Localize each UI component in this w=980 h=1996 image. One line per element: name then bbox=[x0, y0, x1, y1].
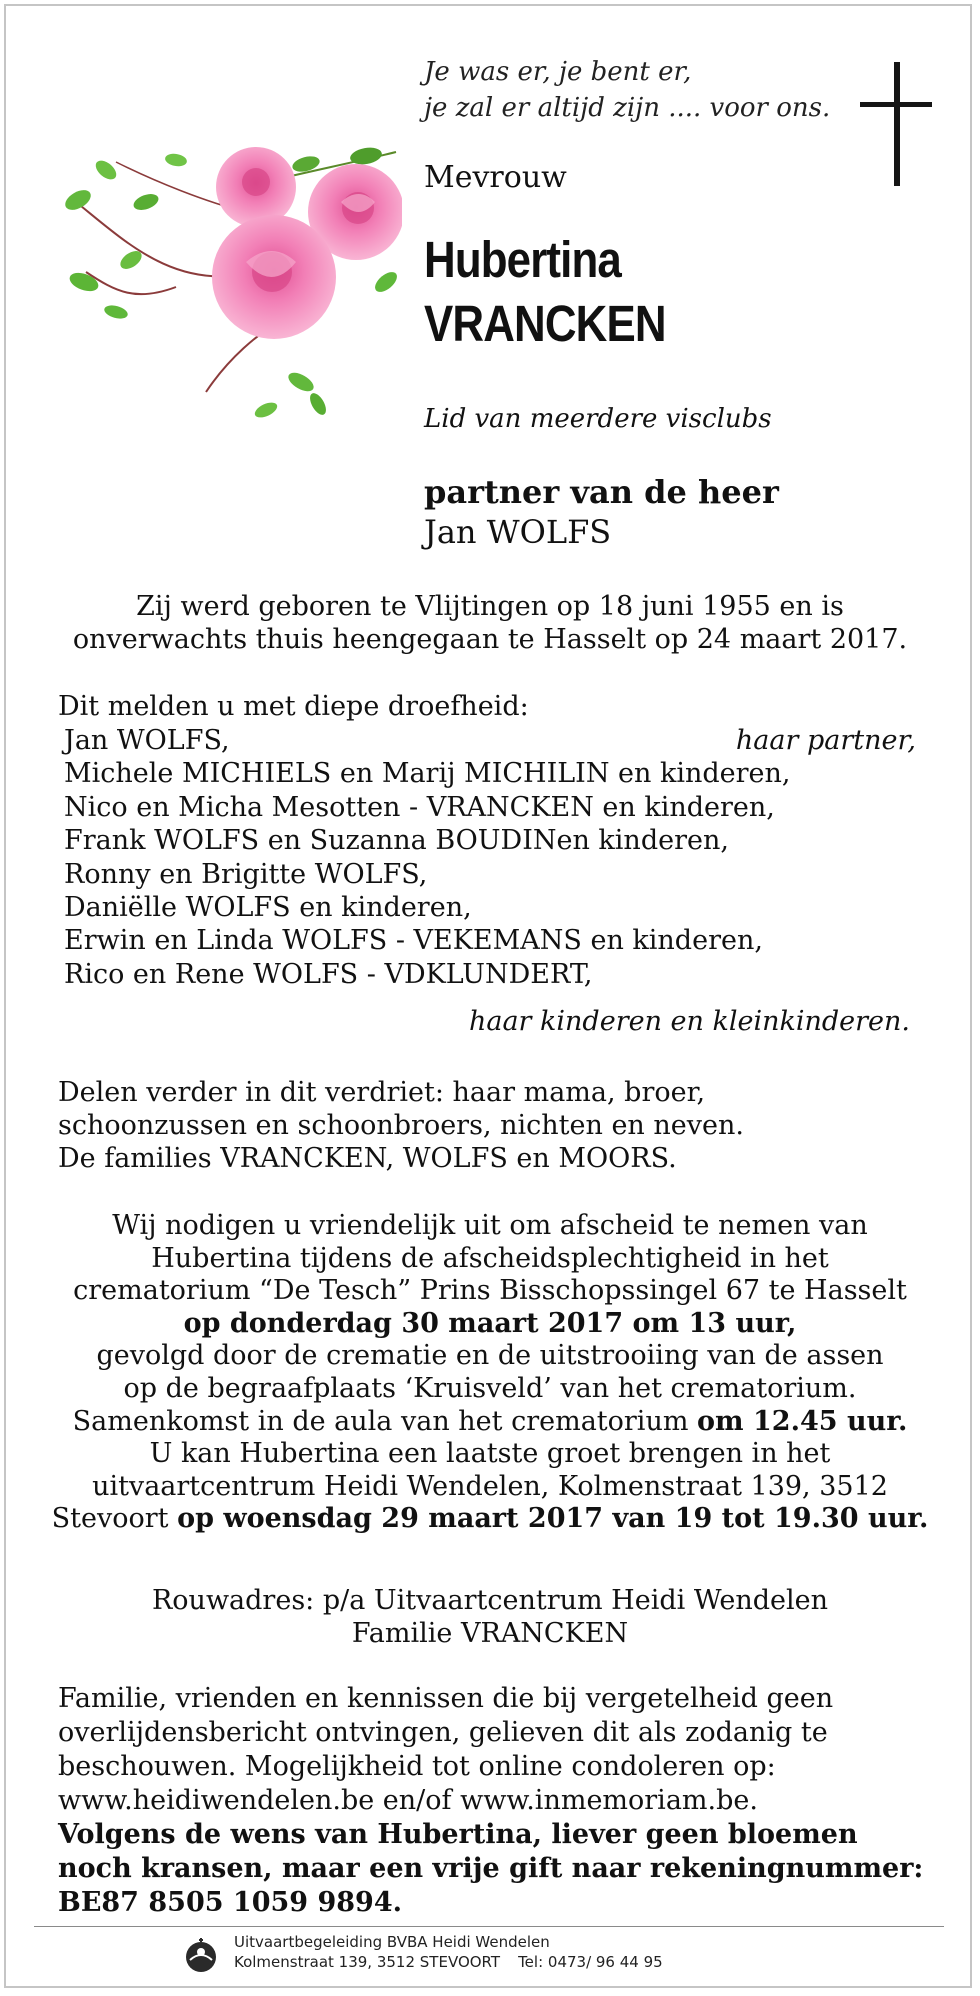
partner-block bbox=[424, 472, 779, 552]
title-prefix: Mevrouw bbox=[424, 160, 567, 195]
relative-name: Michele MICHIELS en Marij MICHILIN en kinderen, bbox=[64, 758, 791, 790]
relative-name: Daniëlle WOLFS en kinderen, bbox=[64, 891, 472, 923]
list-item bbox=[64, 724, 924, 757]
ceremony-date: op donderdag 30 maart 2017 om 13 uur, bbox=[183, 1307, 797, 1339]
footer-phone: Tel: 0473/ 96 44 95 bbox=[518, 1953, 663, 1971]
address-line-1: Rouwadres: p/a Uitvaartcentrum Heidi Wendelen bbox=[151, 1585, 829, 1616]
wish-line-1: Volgens de wens van Hubertina, liever geen bloemen bbox=[58, 1819, 858, 1850]
roses-image bbox=[56, 142, 402, 438]
list-item bbox=[64, 791, 924, 824]
gathering-time: om 12.45 uur. bbox=[697, 1405, 908, 1437]
sharing-paragraph bbox=[58, 1076, 938, 1175]
sharing-line-1: Delen verder in dit verdriet: haar mama, broer, bbox=[58, 1077, 706, 1108]
invitation-paragraph bbox=[40, 1210, 940, 1536]
relative-name: Erwin en Linda WOLFS - VEKEMANS en kinderen, bbox=[64, 925, 763, 957]
closing-line-1: Familie, vrienden en kennissen die bij vergetelheid geen bbox=[58, 1683, 834, 1714]
wish-line-2: noch kransen, maar een vrije gift naar rekeningnummer: bbox=[58, 1853, 924, 1884]
deceased-name bbox=[424, 228, 705, 356]
footer-divider bbox=[34, 1926, 944, 1927]
birth-line: Zij werd geboren te Vlijtingen op 18 juni 1955 en is bbox=[136, 591, 844, 622]
relative-name: Jan WOLFS, bbox=[64, 725, 230, 756]
visitation-time: op woensdag 29 maart 2017 van 19 tot 19.30 uur. bbox=[177, 1503, 929, 1535]
sharing-line-2: schoonzussen en schoonbroers, nichten en neven. bbox=[58, 1110, 744, 1141]
birth-death-paragraph bbox=[40, 590, 940, 656]
relative-name: Rico en Rene WOLFS - VDKLUNDERT, bbox=[64, 958, 593, 990]
invitation-line-8: U kan Hubertina een laatste groet brengen in het bbox=[149, 1438, 831, 1470]
visitation-line bbox=[40, 1503, 940, 1536]
condolence-links: www.heidiwendelen.be en/of www.inmemoriam.be. bbox=[58, 1785, 758, 1816]
relative-name: Nico en Micha Mesotten - VRANCKEN en kinderen, bbox=[64, 791, 775, 823]
gathering-text: Samenkomst in de aula van het crematorium bbox=[72, 1405, 698, 1437]
invitation-line-3: crematorium “De Tesch” Prins Bisschopssingel 67 te Hasselt bbox=[73, 1275, 907, 1307]
visitation-place: Stevoort bbox=[51, 1503, 178, 1535]
footer-contact bbox=[234, 1952, 663, 1972]
closing-line-2: overlijdensbericht ontvingen, gelieven dit als zodanig te bbox=[58, 1717, 828, 1748]
footer-company: Uitvaartbegeleiding BVBA Heidi Wendelen bbox=[234, 1933, 550, 1951]
footer-info bbox=[234, 1932, 663, 1972]
list-item bbox=[64, 858, 924, 891]
invitation-line-5: gevolgd door de crematie en de uitstrooiing van de assen bbox=[96, 1340, 884, 1372]
relatives-list bbox=[64, 724, 924, 991]
closing-paragraph bbox=[58, 1682, 938, 1920]
invitation-line-2: Hubertina tijdens de afscheidsplechtigheid in het bbox=[151, 1242, 829, 1274]
list-item bbox=[64, 824, 924, 857]
invitation-line-6: op de begraafplaats ‘Kruisveld’ van het crematorium. bbox=[123, 1372, 857, 1404]
relatives-closing-note: haar kinderen en kleinkinderen. bbox=[468, 1006, 910, 1037]
list-item bbox=[64, 891, 924, 924]
relatives-intro: Dit melden u met diepe droefheid: bbox=[58, 691, 529, 722]
relative-name: Ronny en Brigitte WOLFS, bbox=[64, 858, 428, 890]
footer-address: Kolmenstraat 139, 3512 STEVOORT bbox=[234, 1953, 501, 1971]
account-number: BE87 8505 1059 9894. bbox=[58, 1887, 403, 1918]
sharing-line-3: De families VRANCKEN, WOLFS en MOORS. bbox=[58, 1143, 677, 1174]
partner-line-1: partner van de heer bbox=[424, 473, 779, 511]
closing-line-3: beschouwen. Mogelijkheid tot online condoleren op: bbox=[58, 1751, 776, 1782]
last-name: VRANCKEN bbox=[424, 295, 666, 352]
relative-note: haar partner, bbox=[735, 725, 916, 756]
relative-name: Frank WOLFS en Suzanna BOUDINen kinderen, bbox=[64, 825, 729, 857]
company-logo bbox=[184, 1936, 218, 1974]
invitation-line-9: uitvaartcentrum Heidi Wendelen, Kolmenstraat 139, 3512 bbox=[92, 1470, 888, 1502]
subtitle: Lid van meerdere visclubs bbox=[424, 404, 772, 434]
invitation-line-1: Wij nodigen u vriendelijk uit om afscheid te nemen van bbox=[112, 1210, 868, 1241]
quote-line-1: Je was er, je bent er, bbox=[424, 57, 692, 87]
partner-line-2: Jan WOLFS bbox=[424, 513, 612, 551]
death-line: onverwachts thuis heengegaan te Hasselt op 24 maart 2017. bbox=[72, 624, 908, 655]
quote-line-2: je zal er altijd zijn .... voor ons. bbox=[424, 93, 831, 123]
address-line-2: Familie VRANCKEN bbox=[351, 1618, 629, 1649]
first-name: Hubertina bbox=[424, 231, 621, 288]
mourning-address bbox=[40, 1584, 940, 1650]
cross-icon bbox=[856, 62, 936, 188]
memorial-quote bbox=[424, 54, 830, 126]
list-item bbox=[64, 924, 924, 957]
list-item bbox=[64, 757, 924, 790]
gathering-line bbox=[40, 1406, 940, 1439]
list-item bbox=[64, 958, 924, 991]
